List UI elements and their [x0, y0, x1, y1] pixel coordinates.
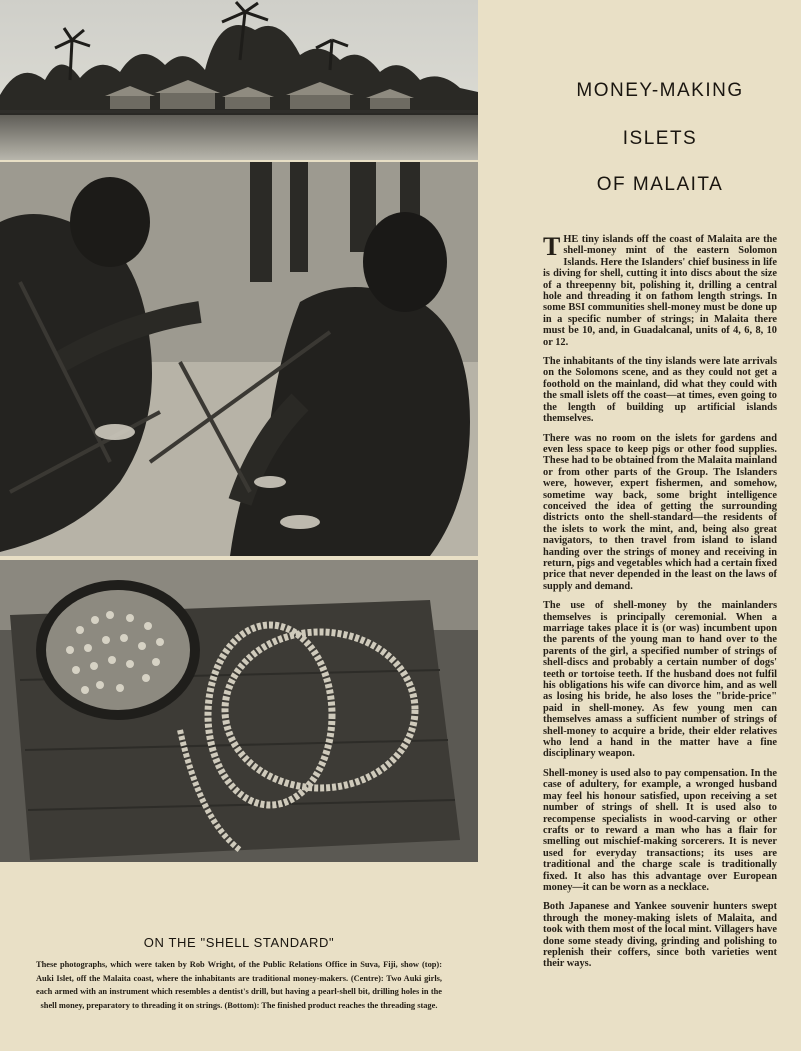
article-paragraph-4: The use of shell-money by the mainlanders themselves is principally ceremonial. When a marriage takes place it is (or was) incumbent upon the parents of the young man to hand over to the parents of the girl, a specified number of strings of shell-discs and probably a certain number of dogs' teeth or tortoise teeth. If the husband does not fulfil his obligations his wife can divorce him, and as well as losing his bride, he also loses the "bride-price" paid in shell-money. As few young men can themselves amass a sufficient number of strings of shell-money to acquire a bride, their elder relatives who lend a hand in the matter have a fine disciplinary weapon.: [543, 600, 777, 760]
photo-girls-drilling: [0, 162, 478, 556]
caption-text: These photographs, which were taken by Rob Wright, of the Public Relations Office in Suva, Fiji, show (top): Auki Islet, off the Malaita coast, where the inhabitants are traditional money-makers. (Centre): Two Auki girls, each armed with an instrument which resembles a dentist's drill, but having a pearl-shell bit, drilling holes in the shell money, preparatory to threading it on strings. (Bottom): The finished product reaches the threading stage.: [36, 960, 442, 1010]
article-paragraph-1: [543, 234, 777, 348]
photo-auki-islet: [0, 0, 478, 160]
paragraph-1-text: HE tiny islands off the coast of Malaita are the shell-money mint of the eastern Solomon Islands. Here the Islanders' chief business in life is diving for shell, cutting it into discs about the size of a threepenny bit, polishing it, drilling a central hole and threading it on fathom length strings. In some BSI communities shell-money must be done up in a specific number of strings; in Malaita there must be 10, and, in Guadalcanal, units of 4, 6, 8, 10 or 12.: [543, 234, 777, 348]
drop-cap: T: [543, 232, 561, 261]
article-title-line-1: MONEY-MAKING: [576, 80, 744, 101]
photo-shell-strings: [0, 560, 478, 862]
article-paragraph-5: Shell-money is used also to pay compensation. In the case of adultery, for example, a wronged husband may feel his honour satisfied, upon receiving a set number of strings of shell. It is used also to recompense specialists in wood-carving or other crafts or to reward a man who has a flair for smelling out mischief-making sorcerers. It is never used for everyday transactions; its uses are traditional and the charge scale is traditionally fixed. It also has this advantage over European money—it can be worn as a necklace.: [543, 767, 777, 893]
article-paragraph-3: There was no room on the islets for gardens and even less space to keep pigs or other food supplies. These had to be obtained from the Malaita mainland or from other parts of the Group. The Islanders were, however, expert fishermen, and somehow, sometime way back, some bright intelligence conceived the idea of getting the surrounding districts onto the shell-standard—the residents of the islets to work the mint, and, being also great navigators, to then travel from island to island handing over the strings of money and receiving in return, pigs and vegetables which had a certain fixed price that never depended in the least on the laws of supply and demand.: [543, 432, 777, 592]
article-body: [543, 234, 777, 978]
caption-heading: ON THE "SHELL STANDARD": [143, 935, 335, 950]
article-paragraph-6: Both Japanese and Yankee souvenir hunters swept through the money-making islets of Malaita, and took with them most of the local mint. Villagers have done some steady diving, grinding and polishing to replenish their coffers, since both varieties went their ways.: [543, 901, 777, 970]
article-title-line-3: OF MALAITA: [596, 174, 724, 195]
article-title-line-2: ISLETS: [622, 128, 698, 149]
article-paragraph-2: The inhabitants of the tiny islands were late arrivals on the Solomons scene, and as they could not get a foothold on the mainland, did what they could with the small islets off the coast—at times, even going to the length of building up artificial islands themselves.: [543, 356, 777, 425]
